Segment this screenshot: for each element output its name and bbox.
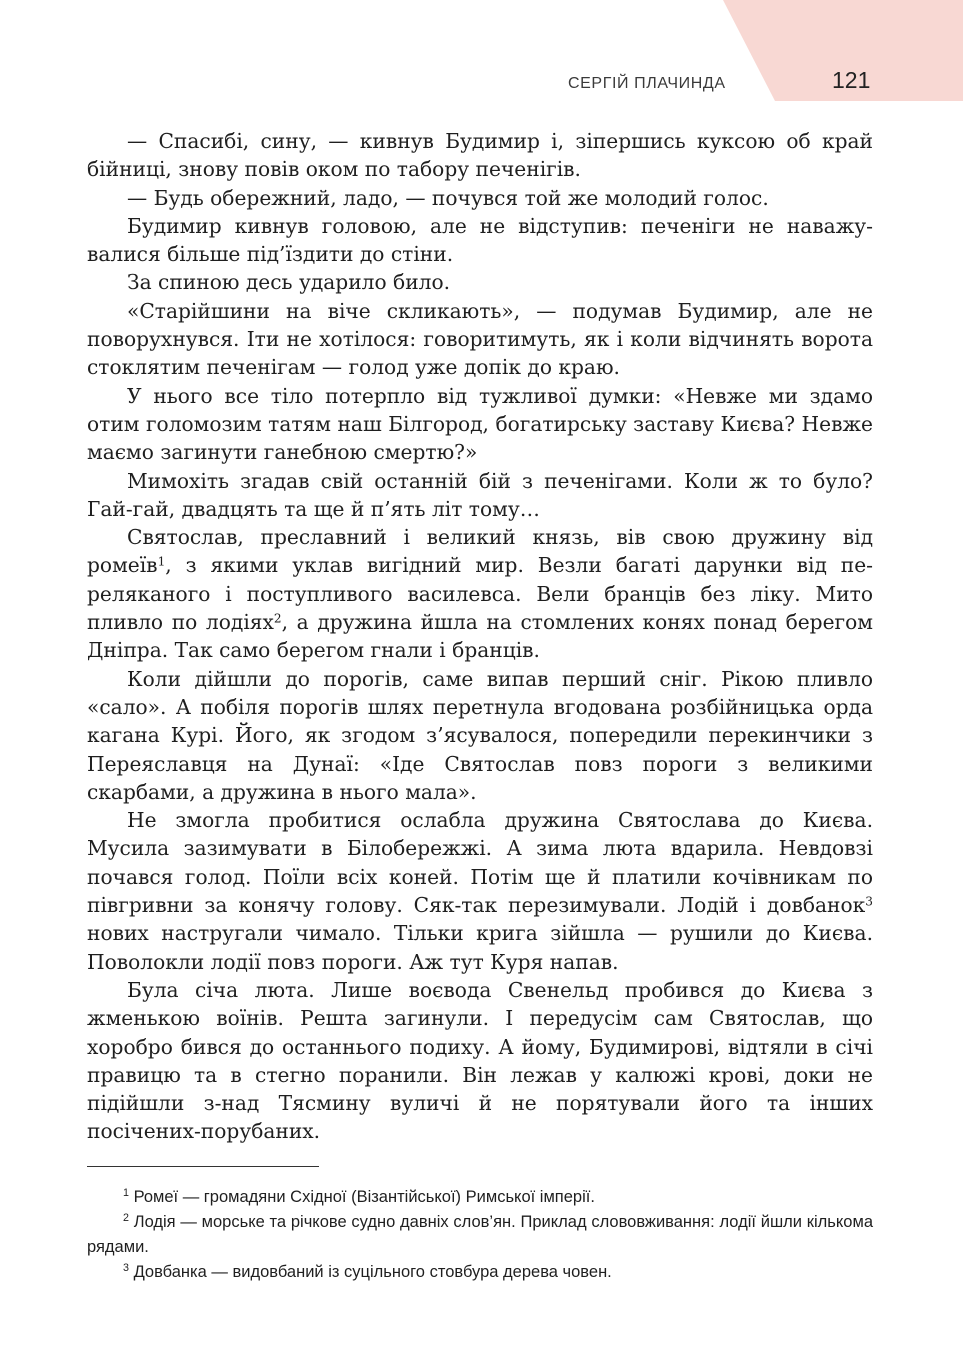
footnote-number: 3 — [123, 1262, 129, 1275]
footnote-text: Довбанка — видовбаний із суцільного стовбура дерева човен. — [133, 1263, 612, 1281]
footnote-text: Лодія — морське та річкове судно давніх слов’ян. Приклад слововживання: лодії йшли кількома рядами. — [87, 1213, 874, 1256]
paragraph: Святослав, преславний і великий князь, вів свою дружину від ромеїв$^1$, з якими уклав вигідний мир. Везли багаті дарунки від переляканого і поступливого василевса. Вели бранців без ліку. Мито пливло по лодіях$^2$, а дружина йшла на стомлених конях понад берегом Дніпра. Так само берегом гнали і бранців. — [87, 525, 873, 663]
paragraph: Мимохіть згадав свій останній бій з печенігами. Коли ж то було? Гай-гай, двадцять та ще й п’ять літ тому… — [87, 468, 873, 521]
paragraph: — Спасибі, сину, — кивнув Будимир і, зіпершись куксою об край бійниці, знову повів оком по табору печенігів. — [87, 129, 873, 182]
footnote — [87, 1260, 873, 1285]
footnote-ref[interactable]: 1 — [157, 554, 166, 569]
footnote — [87, 1185, 873, 1210]
main-text — [87, 127, 873, 1146]
footnote-ref[interactable]: 3 — [865, 894, 873, 909]
paragraph: — Будь обережний, ладо, — почувся той же молодий голос. — [127, 185, 769, 210]
paragraph: Була січа люта. Лише воєвода Свенельд пробився до Києва з жменькою воїнів. Решта загинули. І передусім сам Святослав, що хоробро бився до останнього подиху. А йому, Будимирові, відтяли в січі правицю та в стегно поранили. Він лежав у калюжі крові, доки не підійшли з-над Тясмину вуличі й не порятували його та інших посічених-порубаних. — [87, 977, 873, 1144]
footnote-number: 2 — [123, 1212, 129, 1225]
paragraph: Коли дійшли до порогів, саме випав перший сніг. Рікою пливло «сало». А побіля порогів шлях перетнула вгодована розбійницька орда кагана Курі. Його, як згодом з’ясувалося, попередили перекинчики з Переяславця на Дунаї: «Іде Святослав повз пороги з великими скарбами, а дружина в нього мала». — [87, 666, 873, 804]
footnote — [87, 1210, 873, 1260]
footnote-text: Ромеї — громадяни Східної (Візантійської) Римської імперії. — [133, 1188, 595, 1206]
footnote-number: 1 — [123, 1187, 129, 1200]
footnote-ref[interactable]: 2 — [273, 611, 282, 626]
footnotes — [87, 1185, 873, 1285]
footnote-divider — [87, 1166, 319, 1167]
paragraph: Будимир кивнув головою, але не відступив: печеніги не наважувалися більше під’їздити до стіни. — [87, 213, 873, 267]
paragraph: У нього все тіло потерпло від тужливої думки: «Невже ми здамо отим голомозим татям наш Білгород, богатирську заставу Києва? Невже маємо загинути ганебною смертю?» — [87, 383, 873, 465]
page-number: 121 — [832, 67, 871, 93]
running-header-author: СЕРГІЙ ПЛАЧИНДА — [568, 75, 726, 92]
paragraph: Не змогла пробитися ослабла дружина Святослава до Києва. Мусила зазимувати в Білобережжі. А зима люта вдарила. Невдовзі почався голод. Поїли всіх коней. Потім ще й платили кочівникам по півгривни за конячу голову. Сяк-так перезимували. Лодій і довбанок$^3$ нових настругали чимало. Тільки крига зійшла — рушили до Києва. Поволокли лодії повз пороги. Аж тут Куря напав. — [87, 808, 873, 974]
paragraph: За спиною десь ударило било. — [127, 270, 451, 295]
paragraph: «Старійшини на віче скликають», — подумав Будимир, але не поворухнувся. Іти не хотілося: говоритимуть, як і коли відчинять ворота стоклятим печенігам — голод уже допік до краю. — [87, 298, 873, 380]
